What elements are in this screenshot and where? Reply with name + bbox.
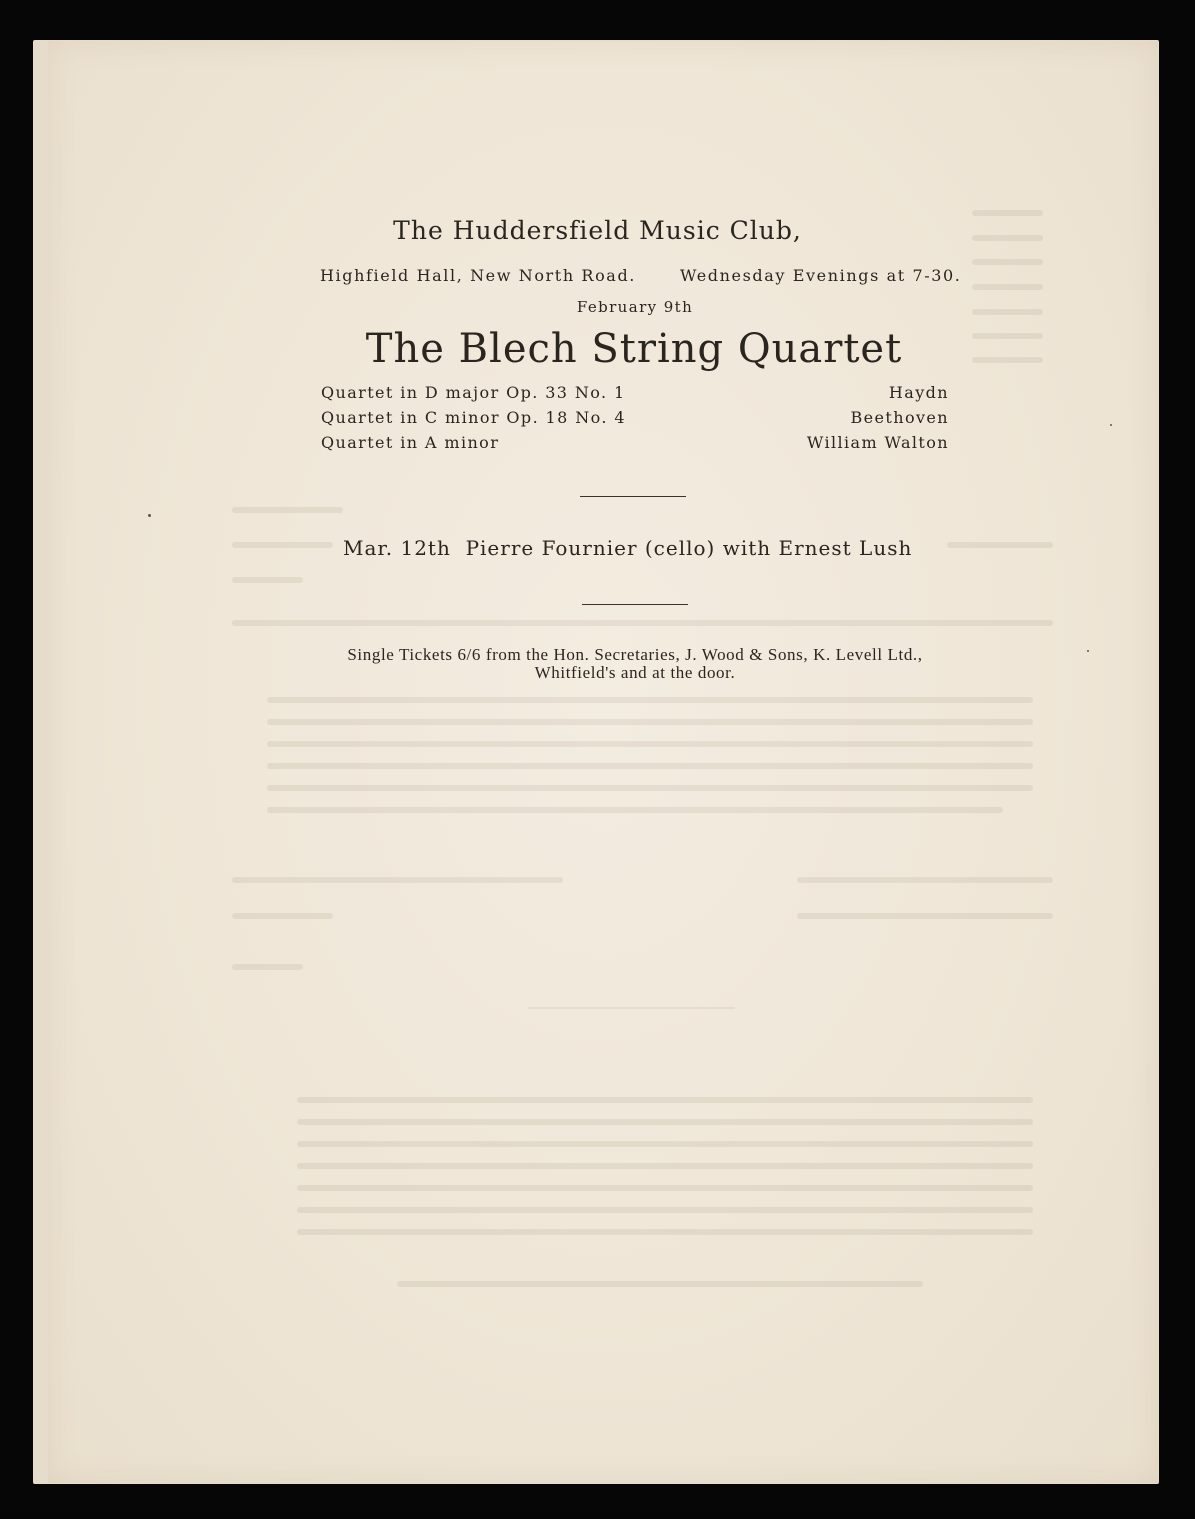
programme-page <box>48 41 1158 1483</box>
divider-rule <box>580 496 686 497</box>
program-composer: Beethoven <box>850 408 949 427</box>
program-work: Quartet in C minor Op. 18 No. 4 <box>321 408 626 427</box>
program-item <box>321 408 949 433</box>
ticket-info <box>0 646 1195 682</box>
ticket-info-line: Single Tickets 6/6 from the Hon. Secretaries, J. Wood & Sons, K. Levell Ltd., <box>347 645 923 664</box>
program-work: Quartet in D major Op. 33 No. 1 <box>321 383 626 402</box>
paper-speck <box>1110 424 1112 426</box>
ticket-info-line: Whitfield's and at the door. <box>534 663 736 682</box>
next-concert <box>343 536 912 560</box>
program-item <box>321 433 949 458</box>
program-list <box>321 383 949 458</box>
paper-speck <box>148 514 151 517</box>
divider-rule <box>582 604 688 605</box>
concert-date: February 9th <box>576 298 694 316</box>
program-item <box>321 383 949 408</box>
next-concert-date: Mar. 12th <box>343 536 451 560</box>
next-concert-details: Pierre Fournier (cello) with Ernest Lush <box>465 536 913 560</box>
program-composer: Haydn <box>888 383 949 402</box>
program-work: Quartet in A minor <box>321 433 500 452</box>
club-title: The Huddersfield Music Club, <box>393 216 802 245</box>
concert-schedule: Wednesday Evenings at 7-30. <box>680 266 962 285</box>
performer-title: The Blech String Quartet <box>365 326 903 372</box>
venue-address: Highfield Hall, New North Road. <box>320 266 636 285</box>
paper-speck <box>1087 650 1089 652</box>
program-composer: William Walton <box>806 433 949 452</box>
